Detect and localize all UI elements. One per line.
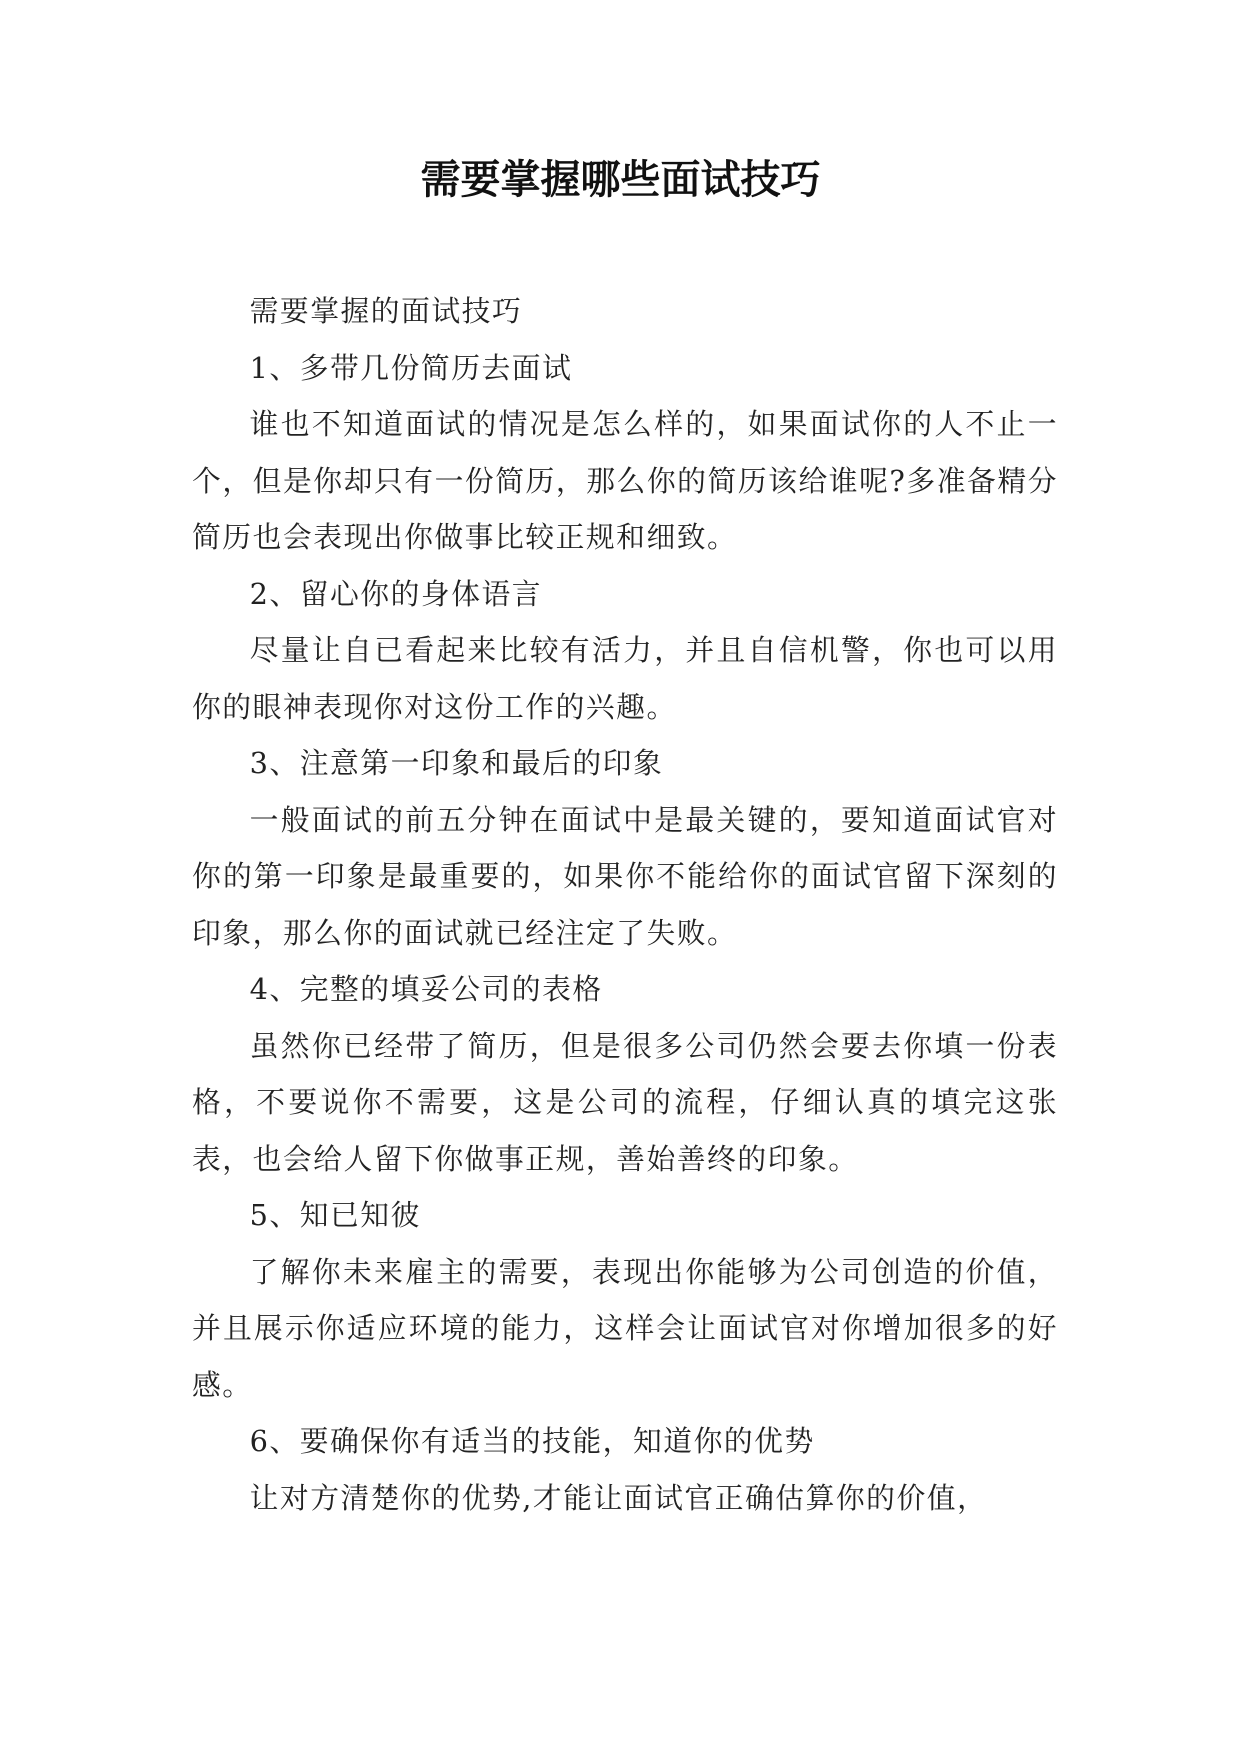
section-5-heading: 5、知已知彼 (249, 1198, 421, 1232)
section-2-paragraph: 尽量让自已看起来比较有活力，并且自信机警，你也可以用你的眼神表现你对这份工作的兴趣。 (192, 633, 1058, 724)
section-6-heading: 6、要确保你有适当的技能，知道你的优势 (249, 1424, 815, 1458)
section-2-heading: 2、留心你的身体语言 (249, 576, 543, 611)
section-1-paragraph: 谁也不知道面试的情况是怎么样的，如果面试你的人不止一个，但是你却只有一份简历，那么你的简历该给谁呢?多准备精分简历也会表现出你做事比较正规和细致。 (192, 407, 1058, 554)
section-4-heading: 4、完整的填妥公司的表格 (249, 972, 603, 1006)
section-intro-heading: 需要掌握的面试技巧 (249, 294, 523, 328)
section-1-heading: 1、多带几份简历去面试 (249, 350, 573, 385)
section-5-paragraph: 了解你未来雇主的需要，表现出你能够为公司创造的价值，并且展示你适应环境的能力，这样会让面试官对你增加很多的好感。 (192, 1254, 1058, 1402)
section-3-paragraph: 一般面试的前五分钟在面试中是最关键的，要知道面试官对你的第一印象是最重要的，如果你不能给你的面试官留下深刻的印象，那么你的面试就已经注定了失败。 (192, 802, 1058, 950)
section-3-heading: 3、注意第一印象和最后的印象 (249, 746, 664, 780)
document-title: 需要掌握哪些面试技巧 (420, 156, 821, 203)
section-6-paragraph: 让对方清楚你的优势,才能让面试官正确估算你的价值， (249, 1480, 988, 1515)
document-body (192, 283, 1058, 1526)
section-4-paragraph: 虽然你已经带了简历，但是很多公司仍然会要去你填一份表格，不要说你不需要，这是公司的流程，仔细认真的填完这张表，也会给人留下你做事正规，善始善终的印象。 (192, 1028, 1058, 1176)
